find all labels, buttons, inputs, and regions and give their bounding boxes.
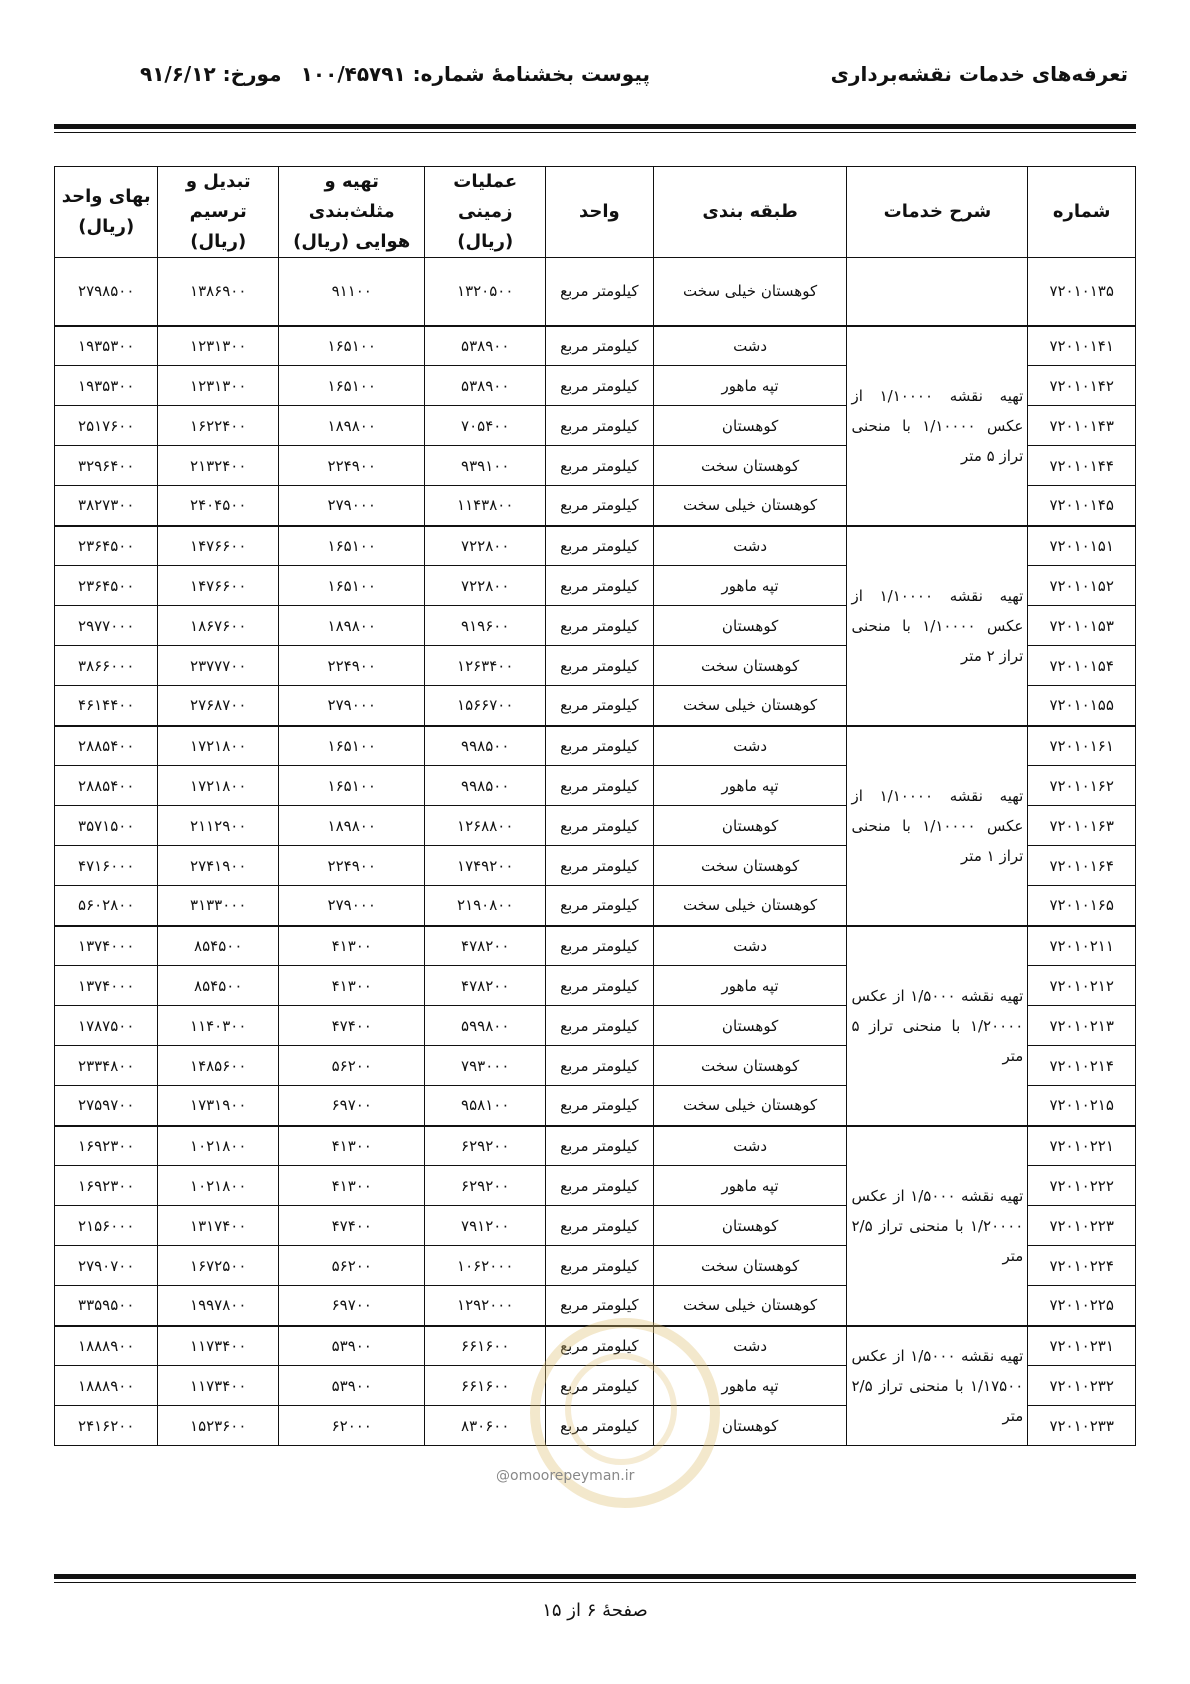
unit-price: ۱۳۷۴۰۰۰: [55, 966, 158, 1006]
footer-rule-thick: [54, 1574, 1136, 1579]
unit-price: ۱۸۸۸۹۰۰: [55, 1326, 158, 1366]
document-date: مورخ: ۹۱/۶/۱۲: [140, 62, 282, 86]
unit-price: ۴۷۱۶۰۰۰: [55, 846, 158, 886]
aerial-triangulation-cost: ۴۱۳۰۰: [279, 966, 425, 1006]
terrain-class: کوهستان سخت: [653, 846, 847, 886]
unit-cell: کیلومتر مربع: [546, 526, 654, 566]
unit-price: ۳۲۹۶۴۰۰: [55, 446, 158, 486]
row-number: ۷۲۰۱۰۱۶۴: [1028, 846, 1136, 886]
row-number: ۷۲۰۱۰۱۵۴: [1028, 646, 1136, 686]
row-number: ۷۲۰۱۰۲۱۵: [1028, 1086, 1136, 1126]
unit-price: ۲۸۸۵۴۰۰: [55, 766, 158, 806]
unit-cell: کیلومتر مربع: [546, 766, 654, 806]
page-header: [0, 56, 1190, 96]
aerial-triangulation-cost: ۶۹۷۰۰: [279, 1086, 425, 1126]
row-number: ۷۲۰۱۰۲۳۲: [1028, 1366, 1136, 1406]
unit-cell: کیلومتر مربع: [546, 926, 654, 966]
ground-ops-cost: ۷۹۳۰۰۰: [425, 1046, 546, 1086]
page-number: صفحهٔ ۶ از ۱۵: [542, 1600, 648, 1621]
table-body: [55, 258, 1136, 1446]
conversion-drawing-cost: ۱۴۷۶۶۰۰: [158, 526, 279, 566]
row-number: ۷۲۰۱۰۱۵۱: [1028, 526, 1136, 566]
unit-cell: کیلومتر مربع: [546, 1126, 654, 1166]
conversion-drawing-cost: ۸۵۴۵۰۰: [158, 926, 279, 966]
aerial-triangulation-cost: ۵۶۲۰۰: [279, 1046, 425, 1086]
row-number: ۷۲۰۱۰۲۱۳: [1028, 1006, 1136, 1046]
terrain-class: کوهستان: [653, 1006, 847, 1046]
conversion-drawing-cost: ۱۶۷۲۵۰۰: [158, 1246, 279, 1286]
row-number: ۷۲۰۱۰۱۶۵: [1028, 886, 1136, 926]
ground-ops-cost: ۵۹۹۸۰۰: [425, 1006, 546, 1046]
terrain-class: کوهستان: [653, 806, 847, 846]
conversion-drawing-cost: ۲۳۷۷۷۰۰: [158, 646, 279, 686]
aerial-triangulation-cost: ۴۱۳۰۰: [279, 1126, 425, 1166]
footer-rule-thin: [54, 1582, 1136, 1583]
unit-price: ۲۱۵۶۰۰۰: [55, 1206, 158, 1246]
col-unit: واحد: [546, 167, 654, 258]
unit-price: ۲۳۳۴۸۰۰: [55, 1046, 158, 1086]
terrain-class: دشت: [653, 926, 847, 966]
ground-ops-cost: ۱۳۲۰۵۰۰: [425, 258, 546, 326]
attachment-number: پیوست بخشنامهٔ شماره: ۱۰۰/۴۵۷۹۱: [300, 62, 650, 86]
row-number: ۷۲۰۱۰۱۶۱: [1028, 726, 1136, 766]
conversion-drawing-cost: ۲۷۶۸۷۰۰: [158, 686, 279, 726]
conversion-drawing-cost: ۱۷۲۱۸۰۰: [158, 726, 279, 766]
ground-ops-cost: ۶۶۱۶۰۰: [425, 1366, 546, 1406]
ground-ops-cost: ۸۳۰۶۰۰: [425, 1406, 546, 1446]
conversion-drawing-cost: ۱۵۲۳۶۰۰: [158, 1406, 279, 1446]
row-number: ۷۲۰۱۰۱۵۵: [1028, 686, 1136, 726]
aerial-triangulation-cost: ۶۹۷۰۰: [279, 1286, 425, 1326]
aerial-triangulation-cost: ۴۷۴۰۰: [279, 1006, 425, 1046]
terrain-class: کوهستان خیلی سخت: [653, 258, 847, 326]
ground-ops-cost: ۹۱۹۶۰۰: [425, 606, 546, 646]
conversion-drawing-cost: ۸۵۴۵۰۰: [158, 966, 279, 1006]
terrain-class: کوهستان: [653, 1406, 847, 1446]
ground-ops-cost: ۱۲۹۲۰۰۰: [425, 1286, 546, 1326]
col-ground-ops: عملیات زمینی (ریال): [425, 167, 546, 258]
unit-price: ۲۷۵۹۷۰۰: [55, 1086, 158, 1126]
row-number: ۷۲۰۱۰۲۱۲: [1028, 966, 1136, 1006]
unit-cell: کیلومتر مربع: [546, 566, 654, 606]
row-number: ۷۲۰۱۰۱۶۲: [1028, 766, 1136, 806]
unit-cell: کیلومتر مربع: [546, 366, 654, 406]
terrain-class: کوهستان سخت: [653, 446, 847, 486]
unit-cell: کیلومتر مربع: [546, 1206, 654, 1246]
unit-cell: کیلومتر مربع: [546, 886, 654, 926]
aerial-triangulation-cost: ۴۷۴۰۰: [279, 1206, 425, 1246]
row-number: ۷۲۰۱۰۱۵۳: [1028, 606, 1136, 646]
ground-ops-cost: ۹۹۸۵۰۰: [425, 766, 546, 806]
conversion-drawing-cost: ۱۴۷۶۶۰۰: [158, 566, 279, 606]
ground-ops-cost: ۴۷۸۲۰۰: [425, 926, 546, 966]
ground-ops-cost: ۶۶۱۶۰۰: [425, 1326, 546, 1366]
terrain-class: کوهستان: [653, 1206, 847, 1246]
row-number: ۷۲۰۱۰۲۱۴: [1028, 1046, 1136, 1086]
row-number: ۷۲۰۱۰۲۳۳: [1028, 1406, 1136, 1446]
conversion-drawing-cost: ۱۱۴۰۳۰۰: [158, 1006, 279, 1046]
aerial-triangulation-cost: ۲۲۴۹۰۰: [279, 446, 425, 486]
ground-ops-cost: ۷۰۵۴۰۰: [425, 406, 546, 446]
service-description: تهیه نقشه ۱/۵۰۰۰ از عکس ۱/۱۷۵۰۰ با منحنی تراز ۲/۵ متر: [847, 1326, 1028, 1446]
conversion-drawing-cost: ۱۹۹۷۸۰۰: [158, 1286, 279, 1326]
conversion-drawing-cost: ۱۶۲۲۴۰۰: [158, 406, 279, 446]
conversion-drawing-cost: ۲۱۱۲۹۰۰: [158, 806, 279, 846]
aerial-triangulation-cost: ۱۶۵۱۰۰: [279, 326, 425, 366]
ground-ops-cost: ۱۵۶۶۷۰۰: [425, 686, 546, 726]
ground-ops-cost: ۵۳۸۹۰۰: [425, 326, 546, 366]
conversion-drawing-cost: ۱۲۳۱۳۰۰: [158, 326, 279, 366]
conversion-drawing-cost: ۱۳۱۷۴۰۰: [158, 1206, 279, 1246]
aerial-triangulation-cost: ۱۶۵۱۰۰: [279, 526, 425, 566]
unit-price: ۱۳۷۴۰۰۰: [55, 926, 158, 966]
unit-cell: کیلومتر مربع: [546, 606, 654, 646]
terrain-class: کوهستان خیلی سخت: [653, 1286, 847, 1326]
conversion-drawing-cost: ۱۷۳۱۹۰۰: [158, 1086, 279, 1126]
conversion-drawing-cost: ۱۷۲۱۸۰۰: [158, 766, 279, 806]
row-number: ۷۲۰۱۰۱۴۵: [1028, 486, 1136, 526]
terrain-class: کوهستان خیلی سخت: [653, 486, 847, 526]
row-number: ۷۲۰۱۰۱۴۱: [1028, 326, 1136, 366]
unit-price: ۲۴۱۶۲۰۰: [55, 1406, 158, 1446]
service-description: تهیه نقشه ۱/۱۰۰۰۰ از عکس ۱/۱۰۰۰۰ با منحنی تراز ۲ متر: [847, 526, 1028, 726]
aerial-triangulation-cost: ۱۶۵۱۰۰: [279, 566, 425, 606]
document-title: تعرفه‌های خدمات نقشه‌برداری: [830, 62, 1128, 86]
conversion-drawing-cost: ۱۰۲۱۸۰۰: [158, 1126, 279, 1166]
terrain-class: کوهستان خیلی سخت: [653, 886, 847, 926]
ground-ops-cost: ۷۹۱۲۰۰: [425, 1206, 546, 1246]
unit-price: ۱۶۹۲۳۰۰: [55, 1166, 158, 1206]
unit-cell: کیلومتر مربع: [546, 326, 654, 366]
unit-cell: کیلومتر مربع: [546, 446, 654, 486]
aerial-triangulation-cost: ۲۲۴۹۰۰: [279, 646, 425, 686]
aerial-triangulation-cost: ۲۷۹۰۰۰: [279, 886, 425, 926]
conversion-drawing-cost: ۱۳۸۶۹۰۰: [158, 258, 279, 326]
terrain-class: کوهستان: [653, 606, 847, 646]
ground-ops-cost: ۱۲۶۸۸۰۰: [425, 806, 546, 846]
conversion-drawing-cost: ۲۴۰۴۵۰۰: [158, 486, 279, 526]
row-number: ۷۲۰۱۰۱۴۳: [1028, 406, 1136, 446]
ground-ops-cost: ۵۳۸۹۰۰: [425, 366, 546, 406]
terrain-class: تپه ماهور: [653, 566, 847, 606]
col-description: شرح خدمات: [847, 167, 1028, 258]
terrain-class: کوهستان خیلی سخت: [653, 686, 847, 726]
col-number: شماره: [1028, 167, 1136, 258]
row-number: ۷۲۰۱۰۲۱۱: [1028, 926, 1136, 966]
table-row: [55, 1126, 1136, 1166]
service-description: [847, 258, 1028, 326]
unit-price: ۳۵۷۱۵۰۰: [55, 806, 158, 846]
aerial-triangulation-cost: ۱۸۹۸۰۰: [279, 606, 425, 646]
terrain-class: تپه ماهور: [653, 366, 847, 406]
row-number: ۷۲۰۱۰۱۳۵: [1028, 258, 1136, 326]
ground-ops-cost: ۶۲۹۲۰۰: [425, 1126, 546, 1166]
aerial-triangulation-cost: ۲۷۹۰۰۰: [279, 486, 425, 526]
ground-ops-cost: ۱۱۴۳۸۰۰: [425, 486, 546, 526]
col-conversion-drawing: تبدیل و ترسیم (ریال): [158, 167, 279, 258]
aerial-triangulation-cost: ۱۸۹۸۰۰: [279, 806, 425, 846]
conversion-drawing-cost: ۲۱۳۲۴۰۰: [158, 446, 279, 486]
terrain-class: تپه ماهور: [653, 1366, 847, 1406]
row-number: ۷۲۰۱۰۲۲۱: [1028, 1126, 1136, 1166]
terrain-class: دشت: [653, 1326, 847, 1366]
service-description: تهیه نقشه ۱/۵۰۰۰ از عکس ۱/۲۰۰۰۰ با منحنی تراز ۲/۵ متر: [847, 1126, 1028, 1326]
row-number: ۷۲۰۱۰۲۲۳: [1028, 1206, 1136, 1246]
row-number: ۷۲۰۱۰۱۵۲: [1028, 566, 1136, 606]
conversion-drawing-cost: ۱۸۶۷۶۰۰: [158, 606, 279, 646]
unit-price: ۱۷۸۷۵۰۰: [55, 1006, 158, 1046]
ground-ops-cost: ۱۷۴۹۲۰۰: [425, 846, 546, 886]
conversion-drawing-cost: ۳۱۳۳۰۰۰: [158, 886, 279, 926]
unit-price: ۲۸۸۵۴۰۰: [55, 726, 158, 766]
row-number: ۷۲۰۱۰۲۳۱: [1028, 1326, 1136, 1366]
service-description: تهیه نقشه ۱/۵۰۰۰ از عکس ۱/۲۰۰۰۰ با منحنی تراز ۵ متر: [847, 926, 1028, 1126]
terrain-class: کوهستان سخت: [653, 1046, 847, 1086]
table-row: [55, 258, 1136, 326]
unit-price: ۲۹۷۷۰۰۰: [55, 606, 158, 646]
unit-cell: کیلومتر مربع: [546, 486, 654, 526]
unit-price: ۴۶۱۴۴۰۰: [55, 686, 158, 726]
unit-cell: کیلومتر مربع: [546, 726, 654, 766]
unit-price: ۱۶۹۲۳۰۰: [55, 1126, 158, 1166]
table-row: [55, 326, 1136, 366]
unit-price: ۱۹۳۵۳۰۰: [55, 326, 158, 366]
table-header: [55, 167, 1136, 258]
table-row: [55, 726, 1136, 766]
unit-cell: کیلومتر مربع: [546, 1286, 654, 1326]
terrain-class: کوهستان سخت: [653, 1246, 847, 1286]
unit-price: ۲۷۹۰۷۰۰: [55, 1246, 158, 1286]
stamp-seal-inner: [565, 1353, 677, 1465]
row-number: ۷۲۰۱۰۲۲۴: [1028, 1246, 1136, 1286]
aerial-triangulation-cost: ۵۶۲۰۰: [279, 1246, 425, 1286]
terrain-class: تپه ماهور: [653, 766, 847, 806]
aerial-triangulation-cost: ۵۳۹۰۰: [279, 1366, 425, 1406]
unit-price: ۲۷۹۸۵۰۰: [55, 258, 158, 326]
unit-price: ۳۸۶۶۰۰۰: [55, 646, 158, 686]
unit-price: ۵۶۰۲۸۰۰: [55, 886, 158, 926]
row-number: ۷۲۰۱۰۱۴۲: [1028, 366, 1136, 406]
terrain-class: دشت: [653, 1126, 847, 1166]
watermark-text: @omoorepeyman.ir: [496, 1468, 635, 1484]
unit-cell: کیلومتر مربع: [546, 406, 654, 446]
unit-cell: کیلومتر مربع: [546, 846, 654, 886]
row-number: ۷۲۰۱۰۱۶۳: [1028, 806, 1136, 846]
unit-cell: کیلومتر مربع: [546, 1246, 654, 1286]
ground-ops-cost: ۲۱۹۰۸۰۰: [425, 886, 546, 926]
terrain-class: کوهستان: [653, 406, 847, 446]
conversion-drawing-cost: ۱۱۷۳۴۰۰: [158, 1326, 279, 1366]
tariff-table: [54, 166, 1136, 1446]
conversion-drawing-cost: ۲۷۴۱۹۰۰: [158, 846, 279, 886]
service-description: تهیه نقشه ۱/۱۰۰۰۰ از عکس ۱/۱۰۰۰۰ با منحنی تراز ۱ متر: [847, 726, 1028, 926]
terrain-class: تپه ماهور: [653, 966, 847, 1006]
aerial-triangulation-cost: ۱۶۵۱۰۰: [279, 366, 425, 406]
terrain-class: دشت: [653, 326, 847, 366]
terrain-class: تپه ماهور: [653, 1166, 847, 1206]
unit-cell: کیلومتر مربع: [546, 806, 654, 846]
ground-ops-cost: ۴۷۸۲۰۰: [425, 966, 546, 1006]
unit-price: ۳۸۲۷۳۰۰: [55, 486, 158, 526]
unit-cell: کیلومتر مربع: [546, 1406, 654, 1446]
ground-ops-cost: ۷۲۲۸۰۰: [425, 526, 546, 566]
conversion-drawing-cost: ۱۲۳۱۳۰۰: [158, 366, 279, 406]
unit-cell: کیلومتر مربع: [546, 1086, 654, 1126]
terrain-class: کوهستان خیلی سخت: [653, 1086, 847, 1126]
unit-cell: کیلومتر مربع: [546, 1166, 654, 1206]
terrain-class: دشت: [653, 526, 847, 566]
ground-ops-cost: ۱۰۶۲۰۰۰: [425, 1246, 546, 1286]
col-classification: طبقه بندی: [653, 167, 847, 258]
row-number: ۷۲۰۱۰۱۴۴: [1028, 446, 1136, 486]
aerial-triangulation-cost: ۶۲۰۰۰: [279, 1406, 425, 1446]
col-aerial-triangulation: تهیه و مثلث‌بندی هوایی (ریال): [279, 167, 425, 258]
aerial-triangulation-cost: ۴۱۳۰۰: [279, 1166, 425, 1206]
aerial-triangulation-cost: ۵۳۹۰۰: [279, 1326, 425, 1366]
ground-ops-cost: ۶۲۹۲۰۰: [425, 1166, 546, 1206]
row-number: ۷۲۰۱۰۲۲۵: [1028, 1286, 1136, 1326]
table-row: [55, 526, 1136, 566]
unit-cell: کیلومتر مربع: [546, 1326, 654, 1366]
unit-price: ۲۵۱۷۶۰۰: [55, 406, 158, 446]
unit-cell: کیلومتر مربع: [546, 686, 654, 726]
aerial-triangulation-cost: ۲۲۴۹۰۰: [279, 846, 425, 886]
table-row: [55, 926, 1136, 966]
unit-price: ۲۳۶۴۵۰۰: [55, 566, 158, 606]
aerial-triangulation-cost: ۴۱۳۰۰: [279, 926, 425, 966]
unit-price: ۲۳۶۴۵۰۰: [55, 526, 158, 566]
ground-ops-cost: ۹۹۸۵۰۰: [425, 726, 546, 766]
header-rule-thick: [54, 124, 1136, 129]
row-number: ۷۲۰۱۰۲۲۲: [1028, 1166, 1136, 1206]
unit-cell: کیلومتر مربع: [546, 966, 654, 1006]
header-rule-thin: [54, 132, 1136, 133]
ground-ops-cost: ۹۳۹۱۰۰: [425, 446, 546, 486]
conversion-drawing-cost: ۱۱۷۳۴۰۰: [158, 1366, 279, 1406]
aerial-triangulation-cost: ۲۷۹۰۰۰: [279, 686, 425, 726]
aerial-triangulation-cost: ۱۶۵۱۰۰: [279, 766, 425, 806]
terrain-class: کوهستان سخت: [653, 646, 847, 686]
unit-cell: کیلومتر مربع: [546, 258, 654, 326]
service-description: تهیه نقشه ۱/۱۰۰۰۰ از عکس ۱/۱۰۰۰۰ با منحنی تراز ۵ متر: [847, 326, 1028, 526]
unit-cell: کیلومتر مربع: [546, 1366, 654, 1406]
conversion-drawing-cost: ۱۰۲۱۸۰۰: [158, 1166, 279, 1206]
unit-cell: کیلومتر مربع: [546, 1046, 654, 1086]
col-unit-price: بهای واحد (ریال): [55, 167, 158, 258]
unit-cell: کیلومتر مربع: [546, 1006, 654, 1046]
unit-price: ۳۳۵۹۵۰۰: [55, 1286, 158, 1326]
ground-ops-cost: ۷۲۲۸۰۰: [425, 566, 546, 606]
ground-ops-cost: ۱۲۶۳۴۰۰: [425, 646, 546, 686]
aerial-triangulation-cost: ۹۱۱۰۰: [279, 258, 425, 326]
aerial-triangulation-cost: ۱۶۵۱۰۰: [279, 726, 425, 766]
unit-price: ۱۸۸۸۹۰۰: [55, 1366, 158, 1406]
terrain-class: دشت: [653, 726, 847, 766]
aerial-triangulation-cost: ۱۸۹۸۰۰: [279, 406, 425, 446]
ground-ops-cost: ۹۵۸۱۰۰: [425, 1086, 546, 1126]
unit-cell: کیلومتر مربع: [546, 646, 654, 686]
unit-price: ۱۹۳۵۳۰۰: [55, 366, 158, 406]
conversion-drawing-cost: ۱۴۸۵۶۰۰: [158, 1046, 279, 1086]
